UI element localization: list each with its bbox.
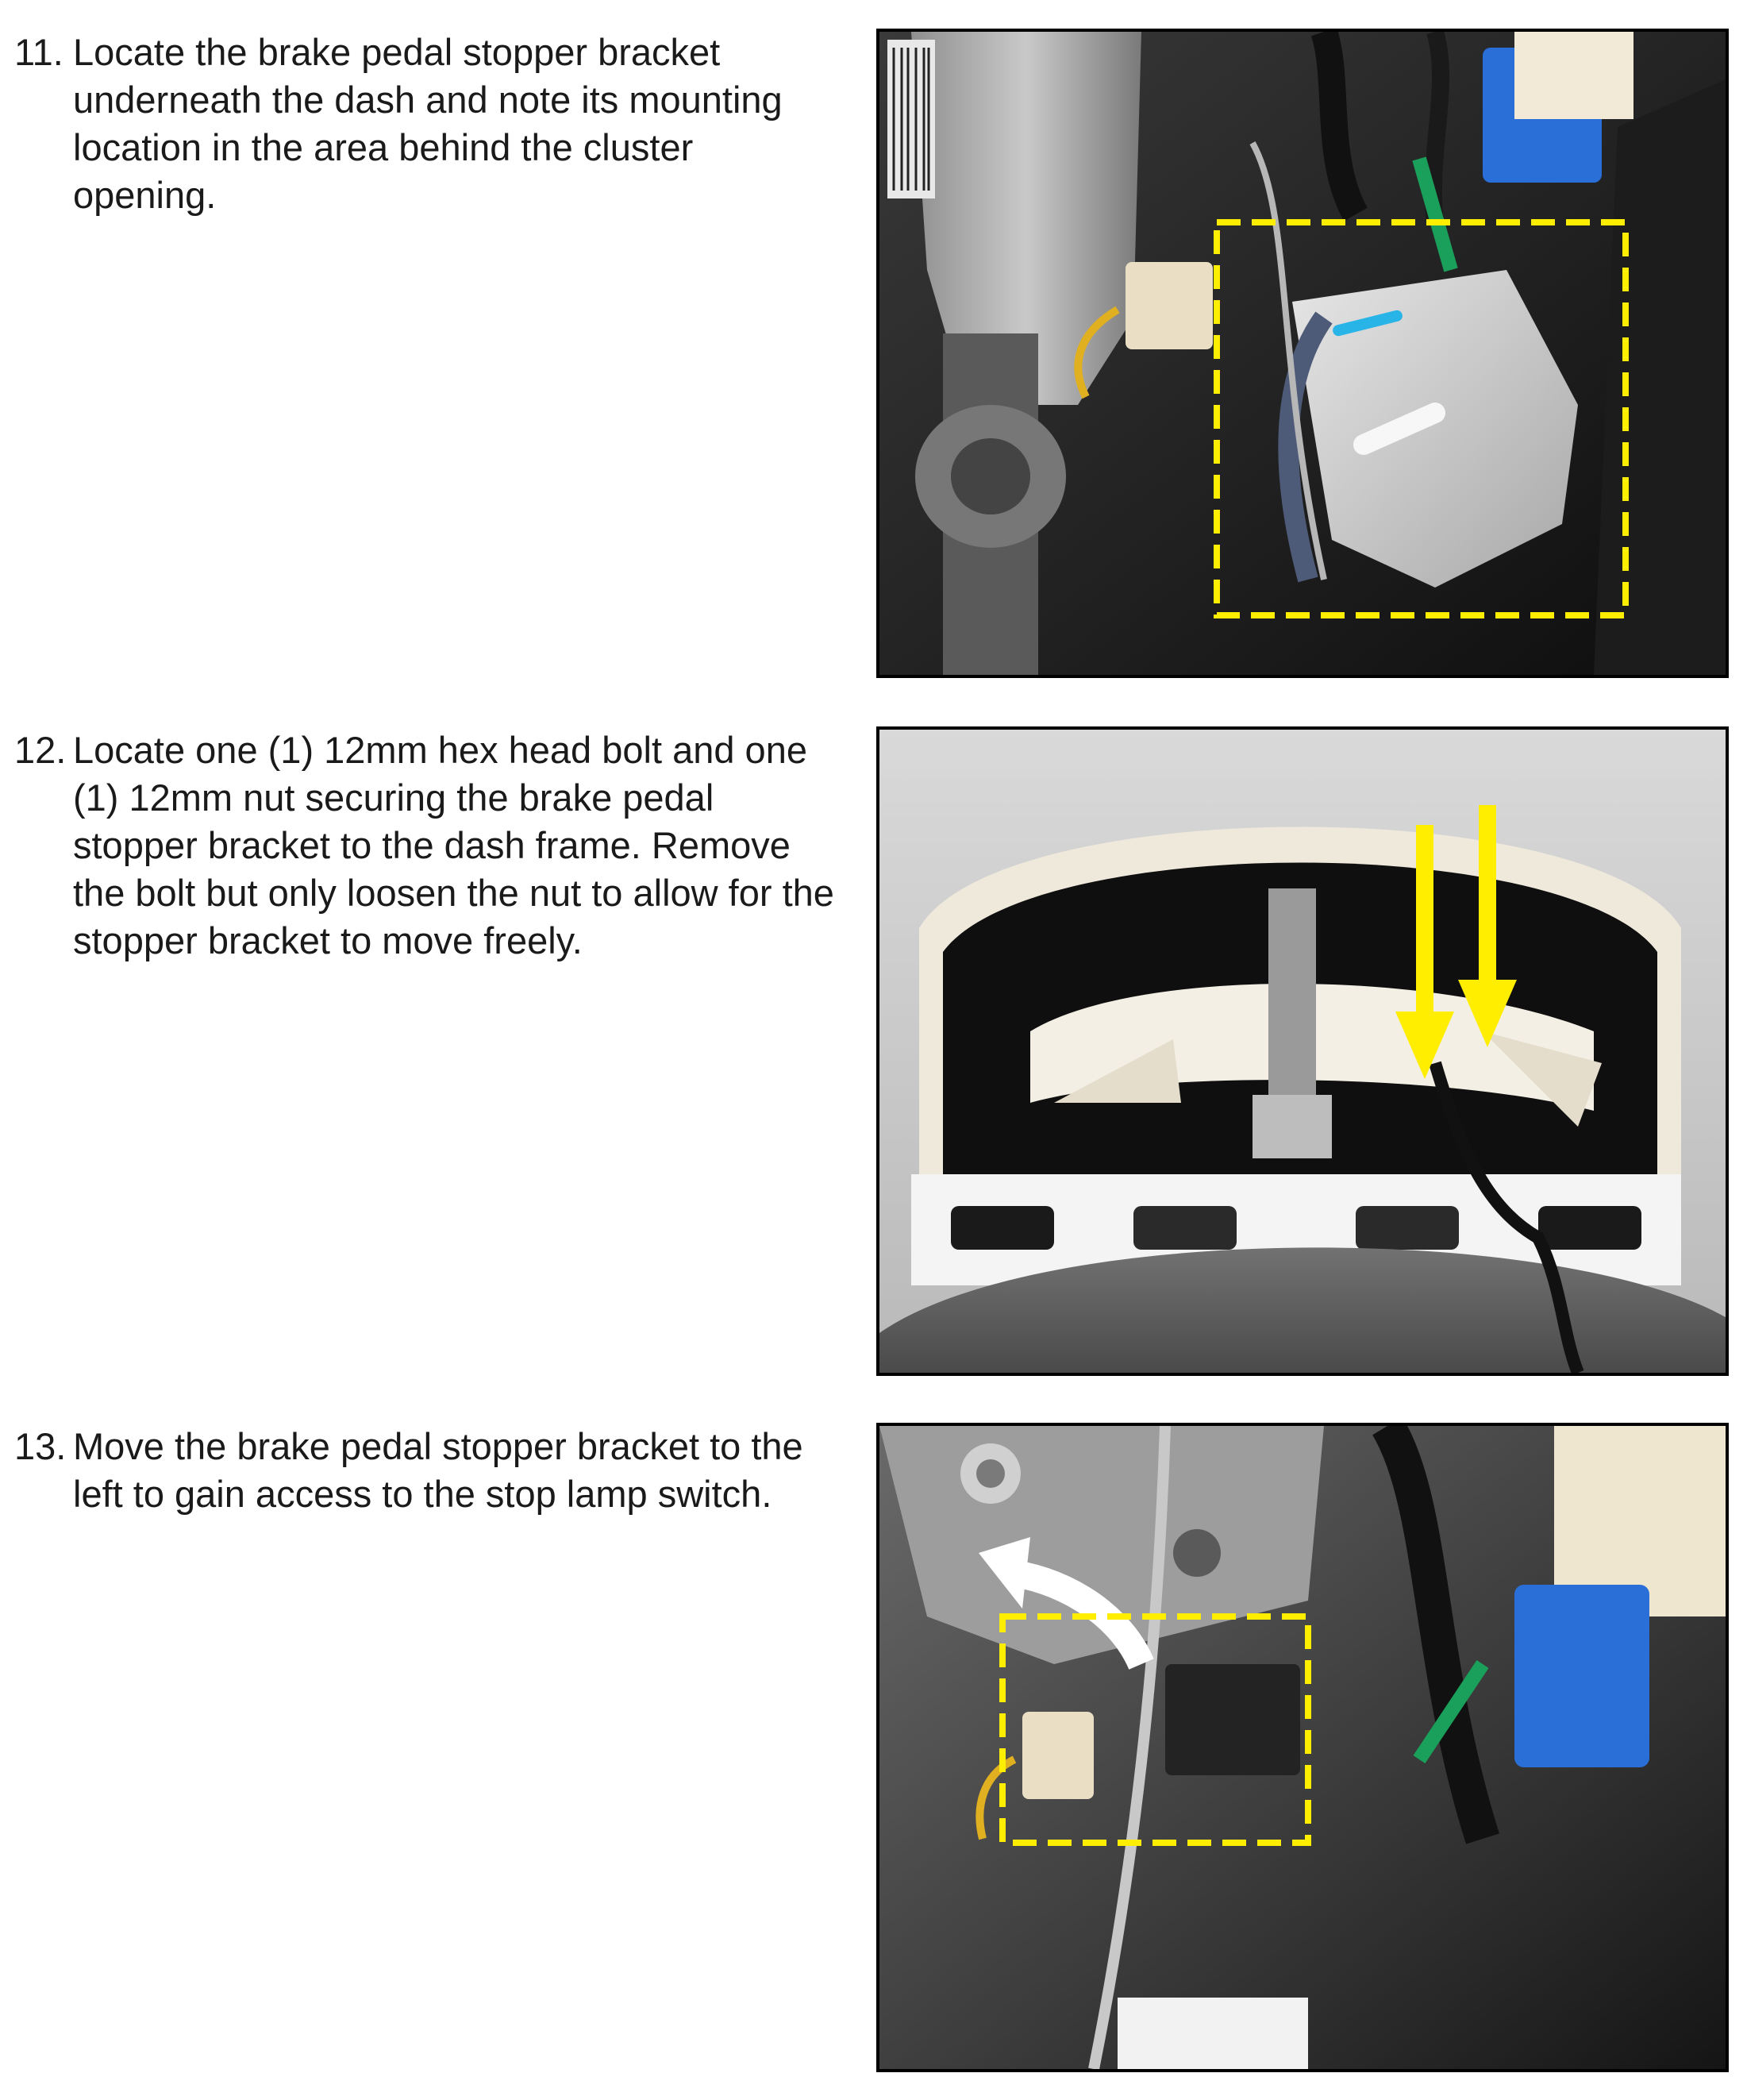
step-11-instruction: [14, 29, 840, 219]
step-13-text: Move the brake pedal stopper bracket to the left to gain access to the stop lamp switch.: [73, 1425, 803, 1515]
step-11-number: 11.: [14, 31, 63, 73]
step-12-photo: [876, 726, 1729, 1376]
step-11-text: Locate the brake pedal stopper bracket underneath the dash and note its mounting location in the area behind the cluster opening.: [73, 31, 783, 216]
step-12-number: 12.: [14, 729, 67, 771]
step-13-number: 13.: [14, 1425, 67, 1467]
step-12-text: Locate one (1) 12mm hex head bolt and one (1) 12mm nut securing the brake pedal stopper bracket to the dash frame. Remove the bolt but only loosen the nut to allow for the stopper bracket to move freely.: [73, 729, 834, 961]
step-12-instruction: [14, 726, 840, 965]
step-13-photo: [876, 1423, 1729, 2072]
step-11-photo: [876, 29, 1729, 678]
step-13-instruction: [14, 1423, 840, 1518]
